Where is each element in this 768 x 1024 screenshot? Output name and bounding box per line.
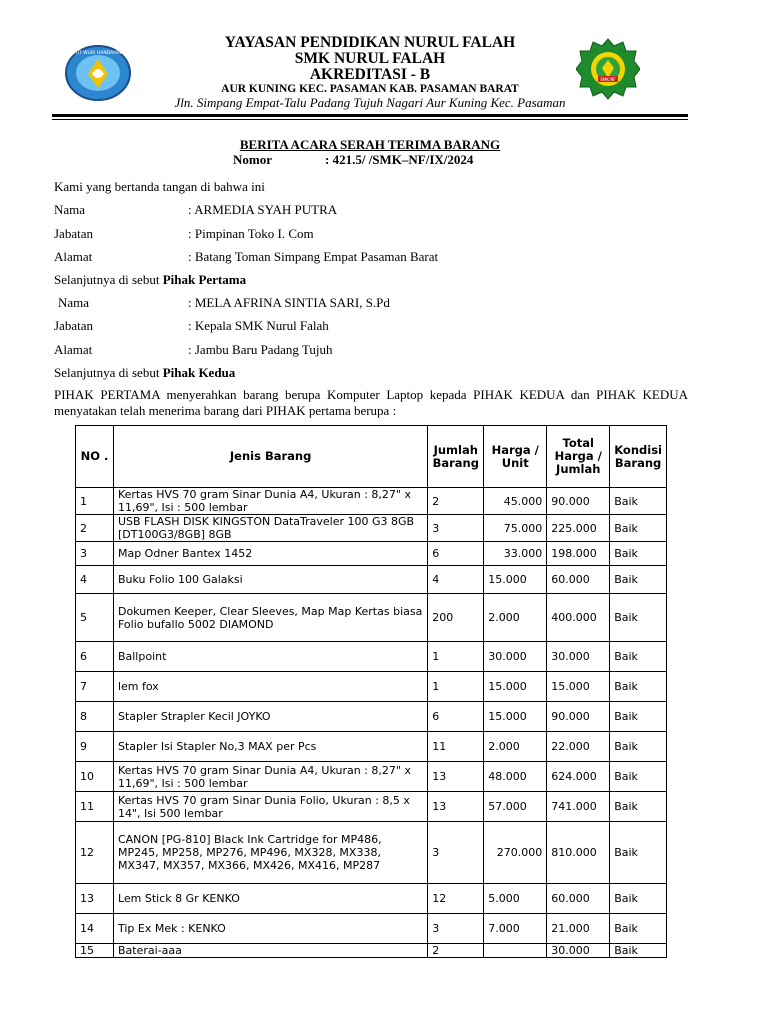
cell-no: 8	[76, 702, 114, 732]
header-total-harga: Total Harga / Jumlah	[547, 426, 610, 488]
first-party-name: : ARMEDIA SYAH PUTRA	[188, 202, 338, 217]
street-address: Jln. Simpang Empat-Talu Padang Tujuh Nagari Aur Kuning Kec. Pasaman	[174, 95, 566, 110]
cell-jenis-barang: Ballpoint	[113, 642, 427, 672]
cell-total-harga: 225.000	[547, 515, 610, 542]
cell-jumlah: 3	[428, 822, 484, 884]
cell-total-harga: 400.000	[547, 594, 610, 642]
first-party-address: : Batang Toman Simpang Empat Pasaman Barat	[188, 249, 439, 264]
cell-jenis-barang: Baterai-aaa	[113, 944, 427, 958]
cell-jenis-barang: Dokumen Keeper, Clear Sleeves, Map Map Kertas biasa Folio bufallo 5002 DIAMOND	[113, 594, 427, 642]
first-party-name-label: Nama	[54, 202, 86, 217]
document-title: BERITA ACARA SERAH TERIMA BARANG	[239, 137, 501, 152]
cell-no: 2	[76, 515, 114, 542]
cell-kondisi: Baik	[610, 914, 667, 944]
cell-no: 3	[76, 542, 114, 566]
header-harga-unit: Harga / Unit	[484, 426, 547, 488]
table-row	[76, 566, 667, 594]
cell-harga-unit: 15.000	[484, 672, 547, 702]
cell-jenis-barang: Kertas HVS 70 gram Sinar Dunia A4, Ukuran : 8,27" x 11,69", Isi : 500 lembar	[113, 488, 427, 515]
table-row	[76, 914, 667, 944]
cell-harga-unit: 33.000	[484, 542, 547, 566]
second-party-position-label: Jabatan	[54, 318, 93, 333]
cell-total-harga: 810.000	[547, 822, 610, 884]
cell-total-harga: 22.000	[547, 732, 610, 762]
cell-total-harga: 30.000	[547, 944, 610, 958]
cell-total-harga: 60.000	[547, 566, 610, 594]
cell-kondisi: Baik	[610, 594, 667, 642]
cell-jumlah: 2	[428, 944, 484, 958]
cell-kondisi: Baik	[610, 762, 667, 792]
cell-kondisi: Baik	[610, 702, 667, 732]
cell-no: 4	[76, 566, 114, 594]
intro-text: Kami yang bertanda tangan di bahwa ini	[54, 179, 265, 194]
cell-kondisi: Baik	[610, 642, 667, 672]
cell-harga-unit: 2.000	[484, 594, 547, 642]
header-jenis-barang: Jenis Barang	[113, 426, 427, 488]
cell-harga-unit: 57.000	[484, 792, 547, 822]
cell-jenis-barang: Lem Stick 8 Gr KENKO	[113, 884, 427, 914]
cell-jenis-barang: lem fox	[113, 672, 427, 702]
cell-jumlah: 3	[428, 914, 484, 944]
table-row	[76, 642, 667, 672]
cell-no: 13	[76, 884, 114, 914]
second-party-position: : Kepala SMK Nurul Falah	[188, 318, 329, 333]
cell-kondisi: Baik	[610, 884, 667, 914]
cell-jumlah: 200	[428, 594, 484, 642]
cell-harga-unit: 75.000	[484, 515, 547, 542]
smk-emblem-logo	[576, 38, 640, 100]
handover-paragraph: PIHAK PERTAMA menyerahkan barang berupa Komputer Laptop kepada PIHAK KEDUA dan PIHAK KEDUA menyatakan telah menerima barang dari PIHAK pertama berupa :	[54, 387, 688, 418]
cell-jenis-barang: USB FLASH DISK KINGSTON DataTraveler 100 G3 8GB [DT100G3/8GB] 8GB	[113, 515, 427, 542]
accreditation: AKREDITASI - B	[309, 66, 431, 83]
logo-left-lettering: TUT WURI HANDAYANI	[73, 51, 123, 56]
cell-jumlah: 13	[428, 792, 484, 822]
cell-no: 5	[76, 594, 114, 642]
cell-jenis-barang: Kertas HVS 70 gram Sinar Dunia Folio, Ukuran : 8,5 x 14", Isi 500 lembar	[113, 792, 427, 822]
header-no: NO .	[76, 426, 114, 488]
table-row	[76, 672, 667, 702]
cell-total-harga: 60.000	[547, 884, 610, 914]
second-party-designation: Selanjutnya di sebut Pihak Kedua	[54, 365, 236, 380]
cell-no: 10	[76, 762, 114, 792]
cell-harga-unit: 5.000	[484, 884, 547, 914]
cell-no: 1	[76, 488, 114, 515]
cell-jenis-barang: Map Odner Bantex 1452	[113, 542, 427, 566]
table-row	[76, 792, 667, 822]
cell-kondisi: Baik	[610, 944, 667, 958]
second-party-address: : Jambu Baru Padang Tujuh	[188, 342, 333, 357]
cell-kondisi: Baik	[610, 542, 667, 566]
table-row	[76, 762, 667, 792]
cell-harga-unit	[484, 944, 547, 958]
cell-jumlah: 4	[428, 566, 484, 594]
cell-total-harga: 90.000	[547, 488, 610, 515]
cell-kondisi: Baik	[610, 488, 667, 515]
cell-harga-unit: 15.000	[484, 702, 547, 732]
cell-no: 14	[76, 914, 114, 944]
cell-no: 6	[76, 642, 114, 672]
table-row	[76, 542, 667, 566]
yayasan-name: YAYASAN PENDIDIKAN NURUL FALAH	[224, 34, 516, 51]
cell-jumlah: 13	[428, 762, 484, 792]
cell-jenis-barang: Tip Ex Mek : KENKO	[113, 914, 427, 944]
cell-jumlah: 6	[428, 702, 484, 732]
cell-harga-unit: 30.000	[484, 642, 547, 672]
table-row	[76, 822, 667, 884]
logo-right-lettering: SMK NF	[600, 77, 616, 82]
cell-harga-unit: 7.000	[484, 914, 547, 944]
nomor-value: : 421.5/ /SMK–NF/IX/2024	[325, 152, 474, 167]
cell-jumlah: 12	[428, 884, 484, 914]
table-header-row	[76, 426, 667, 488]
first-party-address-label: Alamat	[54, 249, 93, 264]
table-row	[76, 732, 667, 762]
second-party-address-label: Alamat	[54, 342, 93, 357]
cell-total-harga: 30.000	[547, 642, 610, 672]
cell-jumlah: 3	[428, 515, 484, 542]
school-address: AUR KUNING KEC. PASAMAN KAB. PASAMAN BARAT	[221, 83, 519, 95]
cell-kondisi: Baik	[610, 822, 667, 884]
header-kondisi-barang: Kondisi Barang	[610, 426, 667, 488]
cell-harga-unit: 45.000	[484, 488, 547, 515]
cell-kondisi: Baik	[610, 792, 667, 822]
nomor-label: Nomor	[233, 152, 272, 167]
cell-jenis-barang: CANON [PG-810] Black Ink Cartridge for MP486, MP245, MP258, MP276, MP496, MX328, MX338, MX347, MX357, MX366, MX426, MX416, MP287	[113, 822, 427, 884]
cell-total-harga: 741.000	[547, 792, 610, 822]
table-row	[76, 702, 667, 732]
first-party-position-label: Jabatan	[54, 226, 93, 241]
school-name: SMK NURUL FALAH	[294, 50, 446, 67]
cell-total-harga: 90.000	[547, 702, 610, 732]
header-jumlah-barang: Jumlah Barang	[428, 426, 484, 488]
second-party-name: : MELA AFRINA SINTIA SARI, S.Pd	[188, 295, 390, 310]
cell-no: 12	[76, 822, 114, 884]
table-row	[76, 515, 667, 542]
cell-jenis-barang: Kertas HVS 70 gram Sinar Dunia A4, Ukuran : 8,27" x 11,69", Isi : 500 lembar	[113, 762, 427, 792]
cell-jumlah: 6	[428, 542, 484, 566]
cell-jenis-barang: Stapler Strapler Kecil JOYKO	[113, 702, 427, 732]
cell-total-harga: 15.000	[547, 672, 610, 702]
letterhead-divider-thin	[52, 119, 688, 120]
cell-harga-unit: 48.000	[484, 762, 547, 792]
table-row	[76, 594, 667, 642]
cell-kondisi: Baik	[610, 732, 667, 762]
tut-wuri-handayani-logo	[64, 44, 132, 102]
first-party-position: : Pimpinan Toko I. Com	[188, 226, 314, 241]
table-row	[76, 488, 667, 515]
cell-harga-unit: 15.000	[484, 566, 547, 594]
cell-jumlah: 1	[428, 672, 484, 702]
cell-no: 11	[76, 792, 114, 822]
cell-kondisi: Baik	[610, 672, 667, 702]
table-row	[76, 944, 667, 958]
cell-no: 7	[76, 672, 114, 702]
cell-jenis-barang: Stapler Isi Stapler No,3 MAX per Pcs	[113, 732, 427, 762]
second-party-name-label: Nama	[58, 295, 90, 310]
table-row	[76, 884, 667, 914]
cell-jumlah: 1	[428, 642, 484, 672]
cell-jenis-barang: Buku Folio 100 Galaksi	[113, 566, 427, 594]
items-table	[75, 425, 667, 958]
cell-total-harga: 21.000	[547, 914, 610, 944]
cell-no: 15	[76, 944, 114, 958]
cell-total-harga: 198.000	[547, 542, 610, 566]
cell-no: 9	[76, 732, 114, 762]
letterhead-divider-thick	[52, 114, 688, 117]
cell-jumlah: 11	[428, 732, 484, 762]
first-party-designation: Selanjutnya di sebut Pihak Pertama	[54, 272, 247, 287]
cell-kondisi: Baik	[610, 515, 667, 542]
cell-harga-unit: 2.000	[484, 732, 547, 762]
cell-total-harga: 624.000	[547, 762, 610, 792]
cell-jumlah: 2	[428, 488, 484, 515]
cell-kondisi: Baik	[610, 566, 667, 594]
cell-harga-unit: 270.000	[484, 822, 547, 884]
